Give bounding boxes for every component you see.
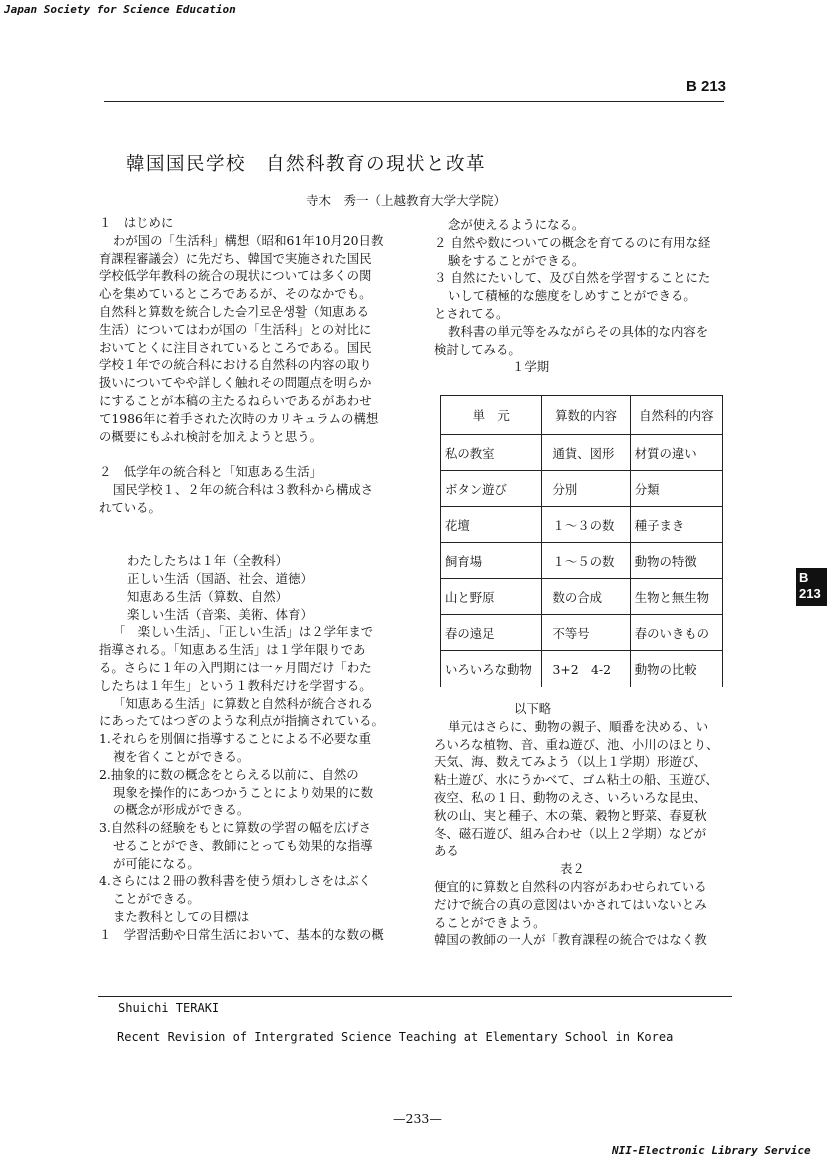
table-cell: 花壇 — [441, 507, 542, 543]
text-line: 以下略 — [514, 701, 552, 716]
table-cell: 通貨、図形 — [542, 435, 630, 471]
text-line: 指導される。「知恵ある生活」は１学年限りであ — [99, 642, 366, 658]
table-cell: 春の遠足 — [441, 615, 542, 651]
text-line: 3.自然科の経験をもとに算数の学習の幅を広げさ — [99, 820, 372, 836]
text-line — [99, 445, 417, 463]
text-line: 知恵ある生活（算数、自然） — [127, 588, 289, 604]
text-line: だけで統合の真の意図はいかされてはいないとみ — [434, 896, 707, 912]
text-line: にあったてはつぎのような利点が指摘されている。 — [99, 713, 384, 729]
society-header: Japan Society for Science Education — [4, 3, 236, 16]
text-line: 便宜的に算数と自然科の内容があわせられている — [434, 878, 707, 894]
text-line: 正しい生活（国語、社会、道徳） — [127, 570, 313, 586]
right-column-bottom — [434, 700, 744, 949]
text-line: 複を省くことができる。 — [113, 748, 250, 764]
text-line: いして積極的な態度をしめすことができる。 — [448, 288, 696, 304]
text-line: 粘土遊び、水にうかべて、ゴム粘土の船、玉遊び、 — [434, 772, 718, 788]
table-cell: １～３の数 — [542, 507, 630, 543]
table-row — [441, 507, 723, 543]
text-line: が可能になる。 — [113, 855, 200, 871]
text-line: わが国の「生活科」構想（昭和61年10月20日教 — [113, 232, 384, 248]
table-row — [441, 543, 723, 579]
text-line: 験をすることができる。 — [448, 252, 585, 268]
text-line: る。さらに１年の入門期には一ヶ月間だけ「わた — [99, 659, 372, 675]
table-cell: １～５の数 — [542, 543, 630, 579]
side-session-tab — [796, 568, 827, 606]
text-line: ある — [434, 843, 459, 859]
text-line: の概念が形成ができる。 — [113, 802, 250, 818]
table-cell: 材質の違い — [630, 435, 722, 471]
text-line: 育課程審議会）に先だち、韓国で実施された国民 — [99, 250, 372, 266]
table-cell: 数の合成 — [542, 579, 630, 615]
text-line: れている。 — [99, 499, 161, 515]
top-rule — [104, 101, 724, 102]
text-line: 学校１年での統合科における自然科の内容の取り — [99, 357, 372, 373]
text-line: 「知恵ある生活」に算数と自然科が統合される — [113, 695, 374, 711]
text-line: て1986年に着手された次時のカリキュラムの構想 — [99, 410, 379, 426]
text-line: 4.さらには２冊の教科書を使う煩わしさをはぶく — [99, 873, 372, 889]
table-cell: 種子まき — [630, 507, 722, 543]
text-line: ２ 低学年の統合科と「知恵ある生活」 — [99, 464, 323, 480]
side-tab-line2: 213 — [799, 586, 821, 601]
text-line: 韓国の教師の一人が「教育課程の統合ではなく教 — [434, 932, 707, 948]
text-line: 冬、磁石遊び、組み合わせ（以上２学期）などが — [434, 825, 707, 841]
table-row — [441, 471, 723, 507]
table-cell: いろいろな動物 — [441, 651, 542, 688]
table-cell: 生物と無生物 — [630, 579, 722, 615]
table-row — [441, 615, 723, 651]
table-header-cell: 自然科的内容 — [630, 396, 722, 435]
text-line: ３ 自然にたいして、及び自然を学習することにた — [434, 270, 711, 286]
text-line: 現象を操作的にあつかうことにより効果的に数 — [113, 784, 374, 800]
text-line: 教科書の単元等をみながらその具体的な内容を — [448, 323, 709, 339]
table-header-cell: 単 元 — [441, 396, 542, 435]
table-header-cell: 算数的内容 — [542, 396, 630, 435]
table-cell: 動物の特徴 — [630, 543, 722, 579]
text-line: 天気、海、数えてみよう（以上１学期）形遊び、 — [434, 754, 707, 770]
text-line: 秋の山、実と種子、木の葉、穀物と野菜、春夏秋 — [434, 807, 707, 823]
table-header-row — [441, 396, 723, 435]
text-line: 生活）についてはわが国の「生活科」との対比に — [99, 321, 372, 337]
text-line: ろいろな植物、音、重ね遊び、池、小川のほとり、 — [434, 736, 719, 752]
footnote-rule — [98, 996, 732, 997]
table-row — [441, 651, 723, 688]
text-line: 1.それらを別個に指導することによる不必要な重 — [99, 731, 372, 747]
text-line: の概要にもふれ検討を加えようと思う。 — [99, 428, 323, 444]
side-tab-line1: B — [799, 570, 809, 585]
table-cell: 不等号 — [542, 615, 630, 651]
text-line: にすることが本稿の主たるねらいであるがあわせ — [99, 392, 372, 408]
text-line: 夜空、私の１日、動物のえさ、いろいろな昆虫、 — [434, 789, 707, 805]
text-line: ２ 自然や数についての概念を育てるのに有用な経 — [434, 234, 711, 250]
left-column — [99, 214, 417, 944]
text-line: 念が使えるようになる。 — [448, 217, 585, 232]
table-cell: 春のいきもの — [630, 615, 722, 651]
paper-author: 寺木 秀一（上越教育大学大学院） — [306, 193, 507, 208]
text-line — [99, 517, 417, 535]
text-line — [99, 534, 417, 552]
english-author: Shuichi TERAKI — [118, 1001, 220, 1015]
text-line: 楽しい生活（音楽、美術、体育） — [127, 606, 313, 622]
right-column — [434, 216, 744, 376]
text-line: 国民学校１、２年の統合科は３教科から構成さ — [113, 481, 374, 497]
table-cell: 分類 — [630, 471, 722, 507]
text-line: せることができ、教師にとっても効果的な指導 — [113, 837, 373, 853]
session-code: B 213 — [686, 78, 727, 95]
text-line: おいてとくに注目されているところである。国民 — [99, 339, 372, 355]
table-cell: 3+2 4-2 — [542, 651, 630, 688]
table-cell: 分別 — [542, 471, 630, 507]
text-line: 扱いについてやや詳しく触れその問題点を明らか — [99, 375, 372, 391]
text-line: したちは１年生」という１教科だけを学習する。 — [99, 677, 372, 693]
page-number: —233— — [393, 1111, 442, 1126]
table-row — [441, 579, 723, 615]
text-line: １ 学習活動や日常生活において、基本的な数の概 — [99, 926, 384, 942]
text-line: また教科としての目標は — [113, 909, 250, 925]
curriculum-table — [440, 395, 723, 687]
table-cell: 飼育場 — [441, 543, 542, 579]
text-line: 心を集めているところであるが、そのなかでも。 — [99, 286, 372, 302]
text-line: 単元はさらに、動物の親子、順番を決める、い — [448, 718, 709, 734]
text-line: １ はじめに — [99, 215, 174, 230]
text-line: 表２ — [560, 861, 585, 877]
text-line: 検討してみる。 — [434, 341, 521, 357]
table-row — [441, 435, 723, 471]
english-title: Recent Revision of Intergrated Science Teaching at Elementary School in Korea — [117, 1030, 674, 1044]
text-line: 2.抽象的に数の概念をとらえる以前に、自然の — [99, 766, 359, 782]
table-cell: 動物の比較 — [630, 651, 722, 688]
table-cell: 山と野原 — [441, 579, 542, 615]
text-line: 「 楽しい生活」、「正しい生活」は２学年まで — [113, 624, 374, 640]
text-line: 学校低学年教科の統合の現状については多くの関 — [99, 268, 372, 284]
text-line: １学期 — [512, 359, 550, 375]
text-line: ることができよう。 — [434, 914, 546, 930]
text-line: 自然科と算数を統合した슬기로운생활（知恵ある — [99, 303, 370, 319]
text-line: わたしたちは１年（全教科） — [127, 553, 289, 569]
text-line: ことができる。 — [113, 891, 200, 907]
table-cell: ボタン遊び — [441, 471, 542, 507]
paper-title: 韓国国民学校 自然科教育の現状と改革 — [126, 154, 487, 175]
nii-footer: NII-Electronic Library Service — [612, 1144, 811, 1157]
table-cell: 私の教室 — [441, 435, 542, 471]
text-line: とされてる。 — [434, 305, 509, 321]
